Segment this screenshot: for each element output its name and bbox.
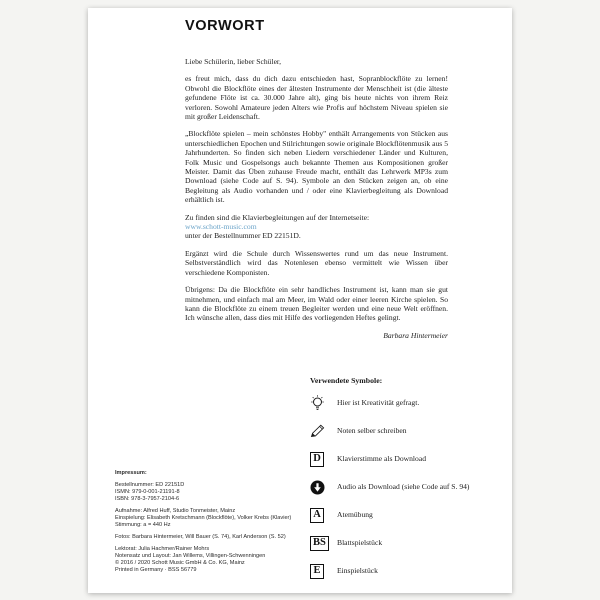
symbol-row	[310, 445, 495, 473]
foreword-column	[185, 18, 448, 348]
symbol-row	[310, 501, 495, 529]
impressum-line: Printed in Germany · BSS 56779	[115, 566, 197, 573]
impressum	[115, 470, 295, 574]
paragraph-1: es freut mich, dass du dich dazu entschieden hast, Sopranblockflöte zu lernen! Obwohl die Blockflöte eines der ältesten Instrumente der Menschheit ist (die älteste gefundene Flöte ist ca. 30.000 Jahre alt), ging bis heute nichts von ihrem Reiz verloren. Sowohl Amateure jeden Alters wie Profis auf höchstem Niveau spielen sie mit großer Leidenschaft.	[185, 74, 448, 121]
symbol-label: Hier ist Kreativität gefragt.	[337, 397, 420, 407]
impressum-line: Aufnahme: Alfred Huff, Studio Tonmeister, Mainz	[115, 507, 236, 514]
audio-download-icon	[310, 480, 337, 495]
salutation: Liebe Schülerin, lieber Schüler,	[185, 56, 282, 66]
symbol-label: Einspielstück	[337, 565, 378, 575]
impressum-heading: Impressum:	[115, 470, 147, 476]
impressum-line: Lektorat: Julia Hachmer/Rainer Mohrs	[115, 545, 210, 552]
symbol-label: Noten selber schreiben	[337, 425, 407, 435]
link-after: unter der Bestellnummer ED 22151D.	[185, 231, 301, 241]
link-line	[185, 222, 448, 231]
symbol-row	[310, 417, 495, 445]
symbols-legend	[310, 376, 495, 585]
impressum-line: Einspielung: Elisabeth Kretschmann (Blockflöte), Volker Krebs (Klavier)	[115, 514, 292, 521]
impressum-lines	[115, 482, 295, 574]
paragraph-4: Übrigens: Da die Blockflöte ein sehr handliches Instrument ist, kann man sie gut mitnehmen, und einfach mal am Meer, im Wald oder einer leeren Kirche spielen. So kann die Blockflöte zu einem treuen Begleiter werden und eine neue Welt eröffnen. Ich wünsche allen, dass dies mit Hilfe des vorliegenden Heftes gelingt.	[185, 285, 448, 323]
piano-download-symbol: D	[310, 452, 337, 467]
warmup-piece-symbol: E	[310, 564, 337, 579]
impressum-line: ISBN: 978-3-7957-2104-6	[115, 495, 180, 502]
sight-reading-symbol: BS	[310, 536, 337, 551]
paragraph-2: „Blockflöte spielen – mein schönstes Hobby" enthält Arrangements von Stücken aus unterschiedlichen Epochen und Stilrichtungen sowie originale Blockflötenmusik aus 5 Jahrhunderten. So finden sich neben Liedern verschiedener Länder und Kulturen, Folk Music und Gospelsongs auch bekannte Themen aus Kompositionen großer Meister. Damit das Üben zuhause Freude macht, enthält das Lehrwerk MP3s zum Download (siehe Code auf S. 94). Symbole an den Stücken zeigen an, ob eine Begleitung als Audio vorhanden und / oder eine Klavierbegleitung als Download erhältlich ist.	[185, 129, 448, 205]
symbol-label: Audio als Download (siehe Code auf S. 94)	[337, 481, 470, 491]
symbol-row	[310, 389, 495, 417]
symbol-label: Atemübung	[337, 509, 373, 519]
page-title: VORWORT	[185, 18, 265, 34]
schott-music-link[interactable]: www.schott-music.com	[185, 222, 257, 232]
book-page	[88, 8, 512, 593]
symbol-row	[310, 473, 495, 501]
impressum-line: Stimmung: a = 440 Hz	[115, 521, 171, 528]
symbol-row	[310, 557, 495, 585]
impressum-line: Fotos: Barbara Hintermeier, Will Bauer (S. 74), Karl Anderson (S. 52)	[115, 533, 286, 540]
symbol-row	[310, 529, 495, 557]
impressum-line: ISMN: 979-0-001-21191-8	[115, 488, 180, 495]
impressum-line: Bestellnummer: ED 22151D	[115, 481, 185, 488]
author-signature: Barbara Hintermeier	[383, 330, 448, 340]
symbol-label: Klavierstimme als Download	[337, 453, 426, 463]
breathing-exercise-symbol: A	[310, 508, 337, 523]
symbols-heading: Verwendete Symbole:	[310, 376, 383, 385]
lightbulb-icon	[310, 395, 337, 412]
symbol-label: Blattspielstück	[337, 537, 383, 547]
paragraph-3: Ergänzt wird die Schule durch Wissenswertes rund um das neue Instrument. Selbstverständlich wird das Notenlesen ebenso vermittelt wie Wissen über verschiedene Komponisten.	[185, 248, 448, 277]
pencil-icon	[310, 424, 337, 438]
symbols-list	[310, 389, 495, 585]
impressum-line: Notensatz und Layout: Jan Willems, Villingen-Schwenningen	[115, 552, 266, 559]
link-intro: Zu finden sind die Klavierbegleitungen auf der Internetseite:	[185, 212, 370, 222]
impressum-line: © 2016 / 2020 Schott Music GmbH & Co. KG, Mainz	[115, 559, 245, 566]
